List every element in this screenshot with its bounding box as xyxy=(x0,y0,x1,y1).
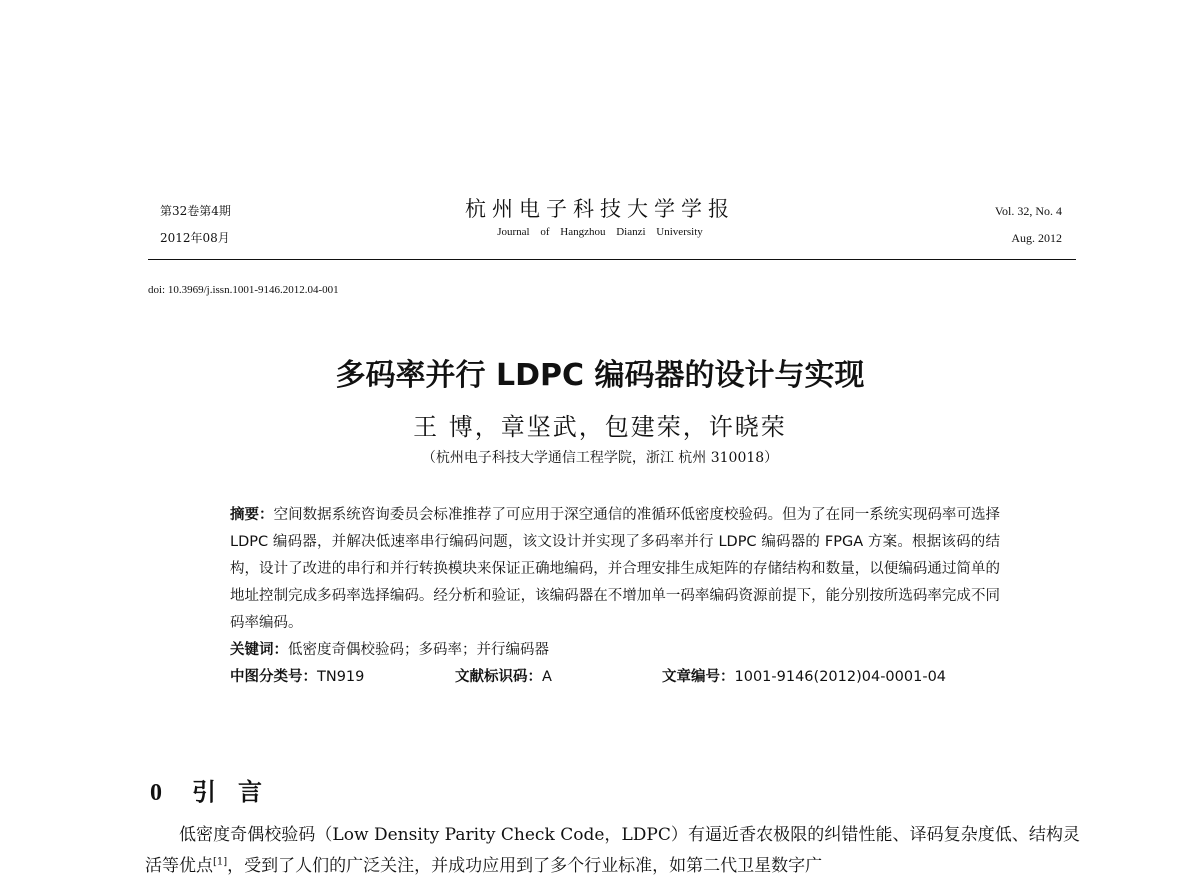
body-paragraph xyxy=(145,820,1080,882)
classification-row xyxy=(230,664,1000,691)
clc-number xyxy=(230,664,364,691)
section-number: 0 xyxy=(150,780,162,806)
abstract-block xyxy=(230,502,1000,691)
abstract-text: 空间数据系统咨询委员会标准推荐了可应用于深空通信的准循环低密度校验码。但为了在同一系统实现码率可选择 LDPC 编码器，并解决低速率串行编码问题，该文设计并实现了多码率并行 LDPC 编码器的 FPGA 方案。根据该码的结构，设计了改进的串行和并行转换模块来保证正确地编码，并合理安排生成矩阵的存储结构和数量，以便编码通过简单的地址控制完成多码率选择编码。经分析和验证，该编码器在不增加单一码率编码资源前提下，能分别按所选码率完成不同码率编码。 xyxy=(230,507,1001,631)
keywords-text: 低密度奇偶校验码；多码率；并行编码器 xyxy=(288,642,549,658)
article-number-label: 文章编号： xyxy=(662,669,735,685)
body-part-1: 低密度奇偶校验码（Low Density Parity Check Code，LDPC）有逼近香农极限的纠错性能、译码复杂度低、结构灵活等优点 xyxy=(145,825,1080,876)
abstract xyxy=(230,502,1000,637)
volume-en: Vol. 32, No. 4 xyxy=(994,204,1062,218)
article-title: 多码率并行 LDPC 编码器的设计与实现 xyxy=(335,358,865,393)
journal-name-en: Journal of Hangzhou Dianzi University xyxy=(497,226,703,238)
document-id xyxy=(455,664,552,691)
authors: 王 博，章坚武，包建荣，许晓荣 xyxy=(413,413,787,441)
document-id-label: 文献标识码： xyxy=(455,669,542,685)
journal-name-cn: 杭州电子科技大学学报 xyxy=(465,197,735,221)
body-part-2: ，受到了人们的广泛关注，并成功应用到了多个行业标准，如第二代卫星数字广 xyxy=(227,856,823,876)
document-id-value: A xyxy=(542,669,552,685)
keywords-label: 关键词： xyxy=(230,642,288,658)
article-number-value: 1001-9146(2012)04-0001-04 xyxy=(734,669,947,685)
clc-label: 中图分类号： xyxy=(230,669,317,685)
citation-ref-1[interactable]: [1] xyxy=(213,856,228,868)
abstract-label: 摘要： xyxy=(230,507,274,523)
keywords xyxy=(230,637,1000,664)
section-heading xyxy=(150,772,284,807)
journal-issue-en xyxy=(995,202,1062,247)
volume-cn: 第32卷第4期 xyxy=(160,204,231,218)
section-title: 引言 xyxy=(192,778,284,806)
article-number xyxy=(662,664,946,691)
clc-value: TN919 xyxy=(317,669,365,685)
body-text xyxy=(145,820,1080,882)
header-divider xyxy=(148,259,1076,260)
affiliation: （杭州电子科技大学通信工程学院，浙江 杭州 310018） xyxy=(421,450,779,466)
date-cn: 2012年08月 xyxy=(160,231,230,245)
date-en: Aug. 2012 xyxy=(1011,231,1062,245)
doi[interactable]: doi: 10.3969/j.issn.1001-9146.2012.04-001 xyxy=(148,284,339,296)
